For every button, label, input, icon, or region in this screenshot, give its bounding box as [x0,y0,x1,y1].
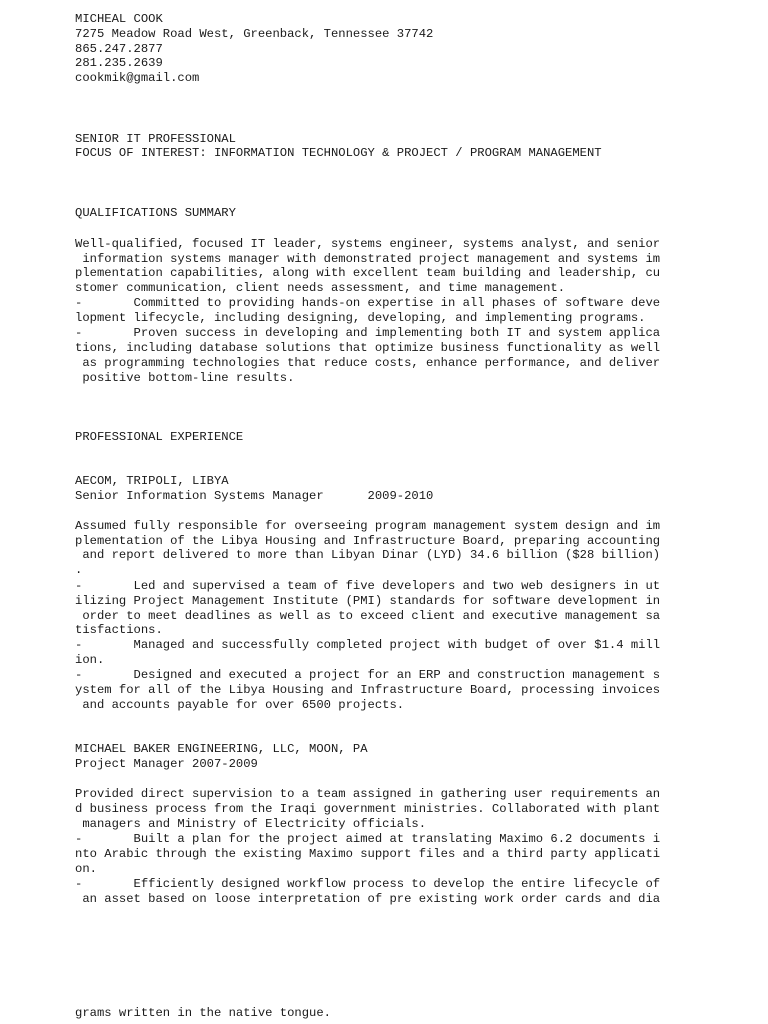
job-line: ion. [75,653,105,667]
job-bullet: - Designed and executed a project for an ERP and construction management s [75,668,661,682]
job-line: . [75,563,83,577]
job-line: nto Arabic through the existing Maximo support files and a third party applicati [75,847,661,861]
qualifications-bullet: - Committed to providing hands-on expertise in all phases of software deve [75,296,661,310]
job-line: d business process from the Iraqi government ministries. Collaborated with plant [75,802,661,816]
qualifications-line: lopment lifecycle, including designing, developing, and implementing programs. [75,311,646,325]
contact-phone-1: 865.247.2877 [75,42,163,56]
job-employer: AECOM, TRIPOLI, LIBYA [75,474,229,488]
job-line: plementation of the Libya Housing and Infrastructure Board, preparing accounting [75,534,661,548]
job-employer: MICHAEL BAKER ENGINEERING, LLC, MOON, PA [75,742,368,756]
job-line: managers and Ministry of Electricity officials. [75,817,427,831]
qualifications-line: as programming technologies that reduce costs, enhance performance, and deliver [75,356,661,370]
job-line: Assumed fully responsible for overseeing program management system design and im [75,519,661,533]
job-line: order to meet deadlines as well as to exceed client and executive management sa [75,609,661,623]
qualifications-line: Well-qualified, focused IT leader, systems engineer, systems analyst, and senior [75,237,661,251]
qualifications-line: stomer communication, client needs assessment, and time management. [75,281,566,295]
qualifications-line: information systems manager with demonstrated project management and systems im [75,252,661,266]
headline-focus: FOCUS OF INTEREST: INFORMATION TECHNOLOGY & PROJECT / PROGRAM MANAGEMENT [75,146,602,160]
job-bullet: - Managed and successfully completed project with budget of over $1.4 mill [75,638,661,652]
contact-phone-2: 281.235.2639 [75,56,163,70]
qualifications-bullet: - Proven success in developing and implementing both IT and system applica [75,326,661,340]
job-bullet: - Led and supervised a team of five developers and two web designers in ut [75,579,661,593]
job-line: ilizing Project Management Institute (PMI) standards for software development in [75,594,661,608]
job-line: and accounts payable for over 6500 projects. [75,698,405,712]
qualifications-line: positive bottom-line results. [75,371,295,385]
job-role: Project Manager 2007-2009 [75,757,258,771]
contact-name: MICHEAL COOK [75,12,163,26]
contact-address: 7275 Meadow Road West, Greenback, Tennessee 37742 [75,27,434,41]
qualifications-line: plementation capabilities, along with excellent team building and leadership, cu [75,266,661,280]
job-line-continuation: grams written in the native tongue. [75,1006,331,1020]
job-bullet: - Built a plan for the project aimed at translating Maximo 6.2 documents i [75,832,661,846]
experience-heading: PROFESSIONAL EXPERIENCE [75,430,244,444]
job-line: an asset based on loose interpretation of pre existing work order cards and dia [75,892,661,906]
contact-email: cookmik@gmail.com [75,71,200,85]
qualifications-line: tions, including database solutions that optimize business functionality as well [75,341,661,355]
job-line: on. [75,862,97,876]
qualifications-heading: QUALIFICATIONS SUMMARY [75,206,236,220]
headline-title: SENIOR IT PROFESSIONAL [75,132,236,146]
job-role: Senior Information Systems Manager 2009-2010 [75,489,434,503]
job-bullet: - Efficiently designed workflow process to develop the entire lifecycle of [75,877,661,891]
job-line: tisfactions. [75,623,163,637]
job-line: and report delivered to more than Libyan Dinar (LYD) 34.6 billion ($28 billion) [75,548,661,562]
job-line: ystem for all of the Libya Housing and Infrastructure Board, processing invoices [75,683,661,697]
job-line: Provided direct supervision to a team assigned in gathering user requirements an [75,787,661,801]
